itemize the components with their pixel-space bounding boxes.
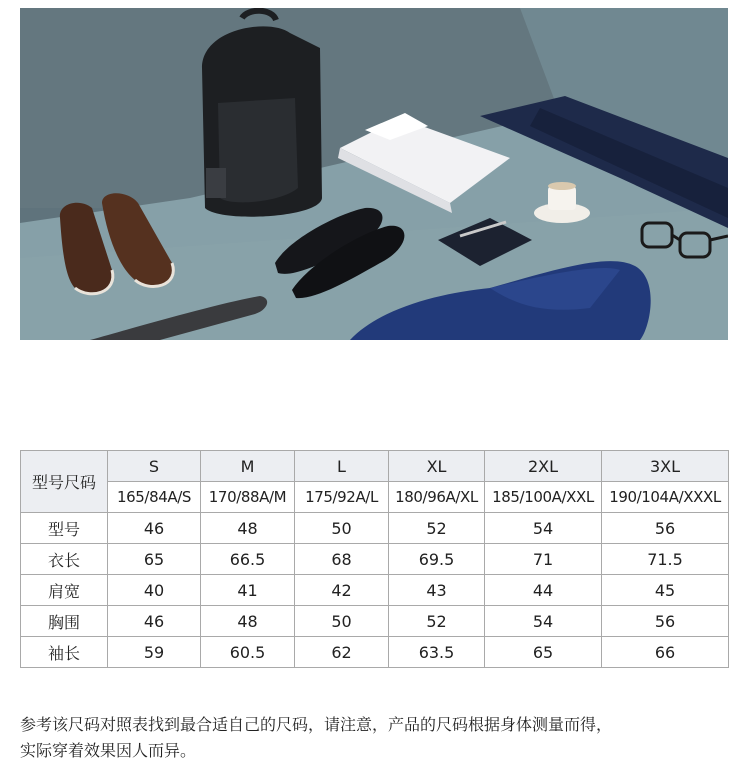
size-note-line-1: 参考该尺码对照表找到最合适自己的尺码，请注意，产品的尺码根据身体测量而得， <box>20 715 613 734</box>
table-cell: 48 <box>201 606 295 637</box>
table-cell: 46 <box>108 513 201 544</box>
table-cell: 50 <box>295 606 389 637</box>
table-cell: 41 <box>201 575 295 606</box>
size-label-3xl: 3XL <box>602 451 729 482</box>
table-cell: 56 <box>602 606 729 637</box>
size-label-m: M <box>201 451 295 482</box>
table-cell: 42 <box>295 575 389 606</box>
row-label: 袖长 <box>21 637 108 668</box>
size-note-line-2: 实际穿着效果因人而异。 <box>20 741 197 760</box>
size-note <box>20 712 730 764</box>
table-cell: 54 <box>485 513 602 544</box>
table-cell: 65 <box>485 637 602 668</box>
table-cell: 68 <box>295 544 389 575</box>
table-cell: 45 <box>602 575 729 606</box>
row-label: 型号 <box>21 513 108 544</box>
table-cell: 62 <box>295 637 389 668</box>
table-cell: 50 <box>295 513 389 544</box>
table-row <box>21 637 729 668</box>
size-label-l: L <box>295 451 389 482</box>
row-label: 衣长 <box>21 544 108 575</box>
table-cell: 60.5 <box>201 637 295 668</box>
size-label-xl: XL <box>389 451 485 482</box>
standard-size-m: 170/88A/M <box>201 482 295 513</box>
table-cell: 71.5 <box>602 544 729 575</box>
table-cell: 52 <box>389 606 485 637</box>
standard-size-l: 175/92A/L <box>295 482 389 513</box>
table-cell: 65 <box>108 544 201 575</box>
standard-size-xl: 180/96A/XL <box>389 482 485 513</box>
table-cell: 69.5 <box>389 544 485 575</box>
table-cell: 40 <box>108 575 201 606</box>
table-cell: 48 <box>201 513 295 544</box>
menswear-flatlay-illustration <box>20 8 728 340</box>
table-cell: 52 <box>389 513 485 544</box>
table-row <box>21 606 729 637</box>
row-label: 肩宽 <box>21 575 108 606</box>
table-cell: 43 <box>389 575 485 606</box>
product-photo <box>20 8 728 340</box>
table-cell: 66 <box>602 637 729 668</box>
table-cell: 59 <box>108 637 201 668</box>
standard-size-s: 165/84A/S <box>108 482 201 513</box>
size-header-label: 型号尺码 <box>21 451 108 513</box>
backpack <box>202 11 322 217</box>
standard-size-3xl: 190/104A/XXXL <box>602 482 729 513</box>
size-chart-table <box>20 450 729 668</box>
table-row <box>21 575 729 606</box>
table-cell: 71 <box>485 544 602 575</box>
table-row <box>21 544 729 575</box>
table-cell: 44 <box>485 575 602 606</box>
table-row <box>21 513 729 544</box>
table-cell: 54 <box>485 606 602 637</box>
table-cell: 66.5 <box>201 544 295 575</box>
standard-size-2xl: 185/100A/XXL <box>485 482 602 513</box>
row-label: 胸围 <box>21 606 108 637</box>
table-cell: 56 <box>602 513 729 544</box>
table-cell: 46 <box>108 606 201 637</box>
size-label-s: S <box>108 451 201 482</box>
table-cell: 63.5 <box>389 637 485 668</box>
size-label-2xl: 2XL <box>485 451 602 482</box>
